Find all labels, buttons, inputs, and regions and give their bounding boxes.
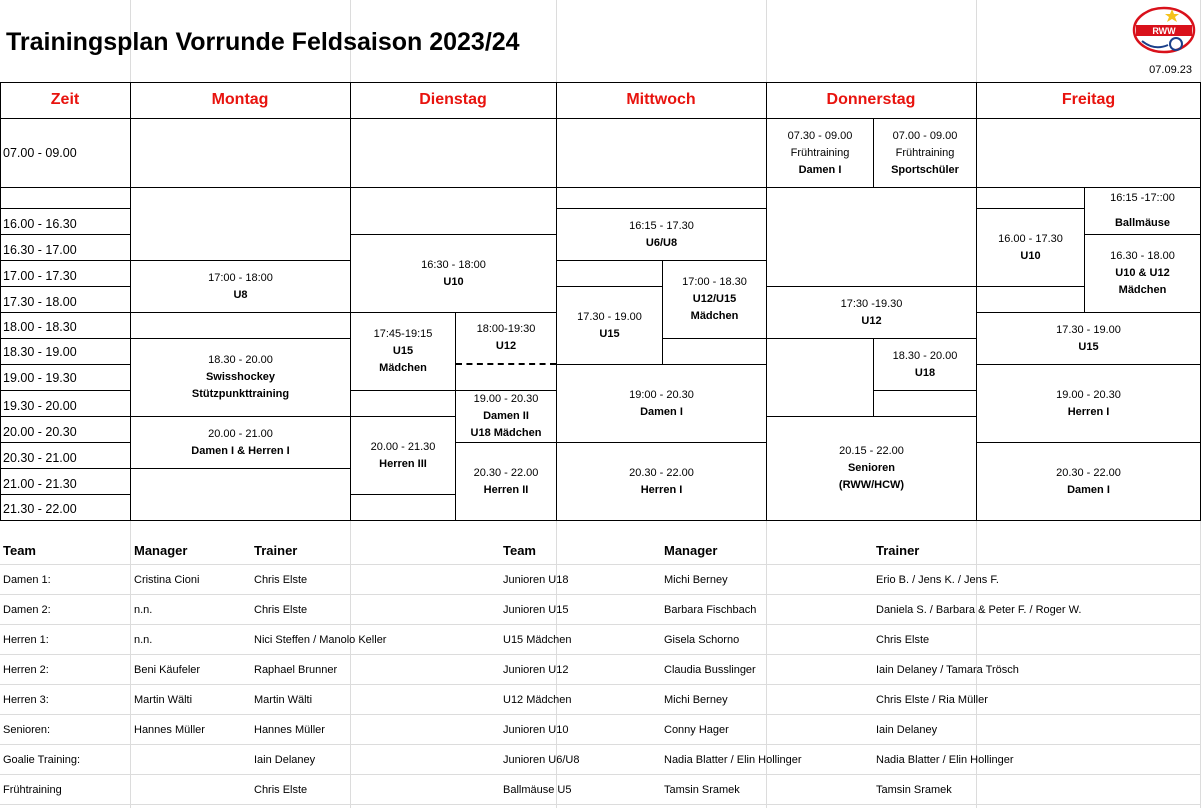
trainer-cell: Daniela S. / Barbara & Peter F. / Roger W. (876, 604, 1082, 616)
manager-cell: Hannes Müller (134, 724, 205, 736)
team-cell: Goalie Training: (3, 754, 81, 766)
club-logo (1132, 5, 1196, 55)
team-cell: Herren 2: (3, 664, 49, 676)
team-cell: Junioren U10 (503, 724, 569, 736)
training-block[interactable]: 19.00 - 20.30 Herren I (976, 364, 1201, 443)
staff-header-manager: Manager (664, 543, 718, 558)
training-block[interactable]: 17:30 -19.30 U12 (766, 286, 977, 339)
training-block[interactable]: 17.30 - 19.00 U15 (976, 312, 1201, 365)
time-slot: 18.30 - 19.00 (3, 345, 77, 359)
manager-cell: Claudia Busslinger (664, 664, 756, 676)
sheet-gridline (0, 804, 1201, 805)
training-block[interactable]: 16.30 - 18.00 U10 & U12 Mädchen (1084, 234, 1201, 313)
team-cell: Junioren U18 (503, 574, 569, 586)
time-slot: 16.30 - 17.00 (3, 243, 77, 257)
sheet-gridline (0, 714, 1201, 715)
trainer-cell: Chris Elste (254, 604, 308, 616)
sheet-gridline (0, 624, 1201, 625)
time-divider (0, 208, 130, 209)
training-block[interactable]: 19:00 - 20.30 Damen I (556, 364, 767, 443)
training-block[interactable]: 17:00 - 18.30 U12/U15 Mädchen (662, 260, 767, 339)
trainer-cell: Iain Delaney (254, 754, 316, 766)
staff-header-team: Team (503, 543, 536, 558)
header-donnerstag: Donnerstag (826, 91, 916, 108)
page-title: Trainingsplan Vorrunde Feldsaison 2023/24 (6, 28, 520, 56)
date-label: 07.09.23 (1149, 64, 1192, 76)
trainer-cell: Erio B. / Jens K. / Jens F. (876, 574, 999, 586)
manager-cell: Beni Käufeler (134, 664, 201, 676)
trainer-cell: Iain Delaney / Tamara Trösch (876, 664, 1019, 676)
early-row-divider (0, 187, 1201, 188)
training-block[interactable]: 07.30 - 09.00 Frühtraining Damen I (766, 118, 874, 188)
training-block[interactable]: 20.00 - 21.30 Herren III (350, 416, 456, 495)
trainer-cell: Chris Elste / Ria Müller (876, 694, 988, 706)
training-block[interactable]: 16.00 - 17.30 U10 (976, 208, 1085, 287)
manager-cell: Conny Hager (664, 724, 729, 736)
team-cell: Damen 2: (3, 604, 51, 616)
training-block[interactable]: 07.00 - 09.00 Frühtraining Sportschüler (873, 118, 977, 188)
sheet-gridline (0, 654, 1201, 655)
training-block[interactable]: 16:30 - 18:00 U10 (350, 234, 557, 313)
team-cell: Herren 1: (3, 634, 49, 646)
time-slot: 21.00 - 21.30 (3, 477, 77, 491)
team-cell: Junioren U12 (503, 664, 569, 676)
team-cell: Junioren U15 (503, 604, 569, 616)
team-cell: Ballmäuse U5 (503, 784, 572, 796)
training-block[interactable]: 17:45-19:15 U15 Mädchen (350, 312, 456, 391)
training-block[interactable]: 20.15 - 22.00 Senioren (RWW/HCW) (766, 416, 977, 521)
training-block[interactable]: 20.30 - 22.00 Damen I (976, 442, 1201, 521)
staff-header-team: Team (3, 543, 36, 558)
time-slot: 16.00 - 16.30 (3, 217, 77, 231)
empty-slot (350, 390, 456, 417)
sheet-gridline (0, 564, 1201, 565)
manager-cell: Gisela Schorno (664, 634, 740, 646)
manager-cell: Tamsin Sramek (664, 784, 740, 796)
trainer-cell: Chris Elste (876, 634, 930, 646)
team-cell: U12 Mädchen (503, 694, 572, 706)
staff-header-trainer: Trainer (876, 543, 920, 558)
training-block[interactable]: 20.30 - 22.00 Herren I (556, 442, 767, 521)
trainer-cell: Nadia Blatter / Elin Hollinger (876, 754, 1014, 766)
staff-header-manager: Manager (134, 543, 188, 558)
training-block[interactable]: 16:15 -17::00 Ballmäuse (1084, 187, 1201, 235)
trainer-cell: Iain Delaney (876, 724, 938, 736)
time-slot: 17.30 - 18.00 (3, 295, 77, 309)
training-block[interactable]: 17:00 - 18:00 U8 (130, 260, 351, 313)
manager-cell: Michi Berney (664, 574, 728, 586)
team-cell: Junioren U6/U8 (503, 754, 580, 766)
time-slot: 21.30 - 22.00 (3, 502, 77, 516)
trainer-cell: Tamsin Sramek (876, 784, 952, 796)
team-cell: Herren 3: (3, 694, 49, 706)
training-block[interactable]: 17.30 - 19.00 U15 (556, 286, 663, 365)
trainer-cell: Raphael Brunner (254, 664, 338, 676)
trainer-cell: Martin Wälti (254, 694, 313, 706)
time-slot: 07.00 - 09.00 (3, 146, 77, 160)
trainer-cell: Chris Elste (254, 784, 308, 796)
sheet-gridline (0, 594, 1201, 595)
team-cell: Senioren: (3, 724, 51, 736)
training-block[interactable]: 20.30 - 22.00 Herren II (455, 442, 557, 521)
time-slot: 18.00 - 18.30 (3, 320, 77, 334)
header-mittwoch: Mittwoch (626, 91, 696, 108)
header-montag: Montag (211, 91, 269, 108)
manager-cell: Michi Berney (664, 694, 728, 706)
team-cell: U15 Mädchen (503, 634, 572, 646)
time-slot: 19.00 - 19.30 (3, 371, 77, 385)
header-zeit: Zeit (50, 91, 80, 108)
training-block[interactable]: 19.00 - 20.30 Damen II U18 Mädchen (455, 390, 557, 443)
manager-cell: n.n. (134, 604, 153, 616)
header-freitag: Freitag (1061, 91, 1116, 108)
time-slot: 20.30 - 21.00 (3, 451, 77, 465)
manager-cell: Cristina Cioni (134, 574, 200, 586)
manager-cell: Barbara Fischbach (664, 604, 757, 616)
trainer-cell: Nici Steffen / Manolo Keller (254, 634, 387, 646)
trainer-cell: Hannes Müller (254, 724, 325, 736)
manager-cell: n.n. (134, 634, 153, 646)
dashed-divider (456, 363, 556, 365)
manager-cell: Nadia Blatter / Elin Hollinger (664, 754, 802, 766)
sheet-gridline (0, 774, 1201, 775)
sheet-gridline (0, 744, 1201, 745)
sheet-gridline (0, 684, 1201, 685)
staff-header-trainer: Trainer (254, 543, 298, 558)
time-slot: 20.00 - 20.30 (3, 425, 77, 439)
time-slot: 19.30 - 20.00 (3, 399, 77, 413)
team-cell: Frühtraining (3, 784, 62, 796)
training-block[interactable]: 18.30 - 20.00 U18 (873, 338, 977, 391)
svg-text:RWW: RWW (1152, 26, 1176, 36)
training-block[interactable]: 20.00 - 21.00 Damen I & Herren I (130, 416, 351, 469)
training-block[interactable]: 18:00-19:30 U12 (455, 312, 557, 391)
header-dienstag: Dienstag (419, 91, 487, 108)
time-slot: 17.00 - 17.30 (3, 269, 77, 283)
block-divider (873, 338, 874, 416)
team-cell: Damen 1: (3, 574, 51, 586)
header-divider (0, 118, 1201, 119)
training-block[interactable]: 18.30 - 20.00 Swisshockey Stützpunkttraining (130, 338, 351, 417)
manager-cell: Martin Wälti (134, 694, 193, 706)
trainer-cell: Chris Elste (254, 574, 308, 586)
training-block[interactable]: 16:15 - 17.30 U6/U8 (556, 208, 767, 261)
